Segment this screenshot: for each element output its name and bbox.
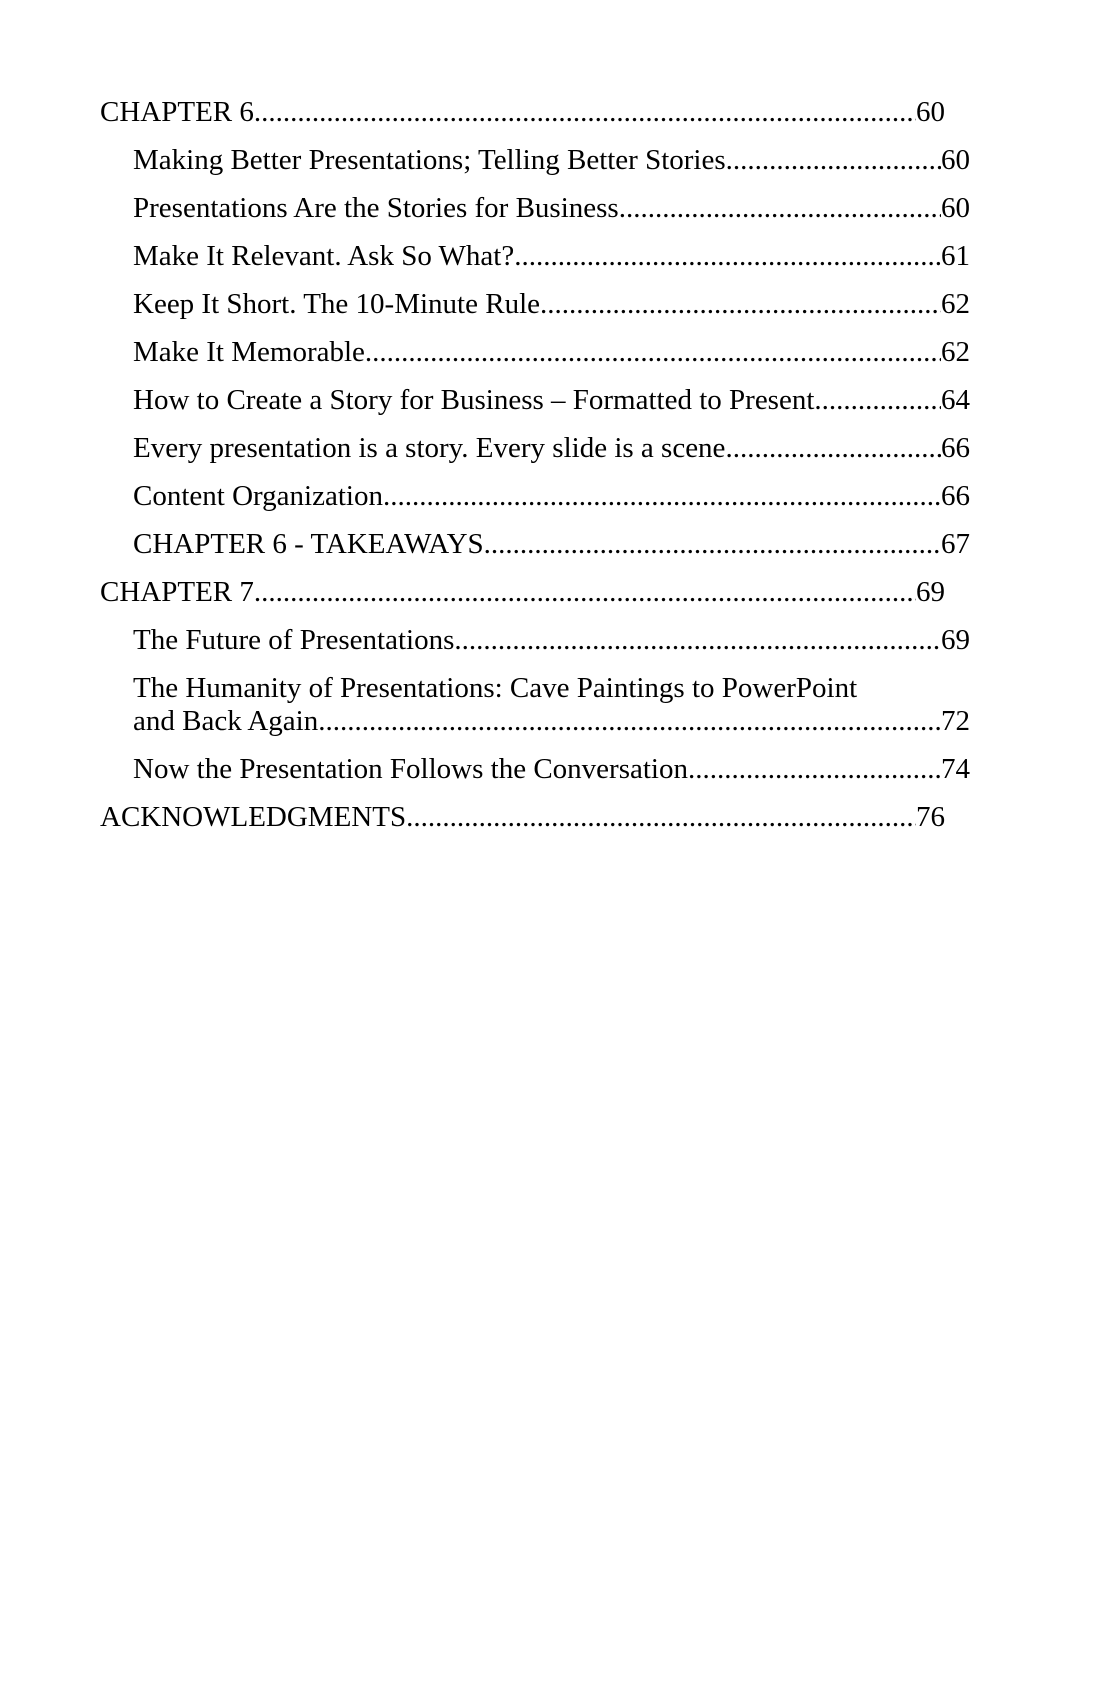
toc-entry-title: The Future of Presentations [133,624,455,656]
toc-entry-every-presentation-is-a-story[interactable] [133,432,970,465]
toc-entry-presentation-follows-conversation[interactable] [133,753,970,786]
toc-entry-page: 76 [916,801,945,833]
dot-leader [365,336,941,369]
toc-entry-title: Keep It Short. The 10-Minute Rule. [133,288,548,320]
dot-leader [383,480,941,513]
toc-entry-create-a-story[interactable] [133,384,970,417]
toc-entry-acknowledgments[interactable] [100,801,945,834]
dot-leader [725,432,941,465]
toc-entry-page: 60 [941,192,970,224]
dot-leader [547,288,941,321]
toc-entry-page: 74 [941,753,970,785]
dot-leader [318,705,941,738]
toc-entry-title: and Back Again [133,705,319,737]
toc-entry-page: 66 [941,480,970,512]
dot-leader [254,96,916,129]
toc-entry-content-organization[interactable] [133,480,970,513]
toc-entry-title: How to Create a Story for Business – Formatted to Present [133,384,815,416]
toc-entry-page: 72 [941,705,970,737]
toc-entry-page: 69 [941,624,970,656]
toc-entry-page: 67 [941,528,970,560]
dot-leader [688,753,941,786]
toc-entry-title: Now the Presentation Follows the Conversation [133,753,688,785]
toc-entry-page: 69 [916,576,945,608]
toc-entry-future-of-presentations[interactable] [133,624,970,657]
dot-leader [814,384,941,417]
toc-entry-title: Make It Relevant. Ask So What? [133,240,515,272]
table-of-contents [0,96,1100,849]
toc-entry-page: 62 [941,336,970,368]
toc-entry-title: CHAPTER 6 [100,96,254,128]
toc-entry-title: CHAPTER 6 - TAKEAWAYS [133,528,484,560]
dot-leader [454,624,941,657]
toc-entry-page: 61 [941,240,970,272]
toc-entry-make-it-relevant[interactable] [133,240,970,273]
dot-leader [406,801,916,834]
toc-entry-page: 64 [941,384,970,416]
toc-entry-chapter-7[interactable] [100,576,945,609]
toc-entry-title: Content Organization [133,480,383,512]
toc-entry-making-better-presentations[interactable] [133,144,970,177]
toc-entry-page: 62 [941,288,970,320]
toc-entry-page: 60 [916,96,945,128]
dot-leader [484,528,941,561]
toc-entry-title: Making Better Presentations; Telling Better Stories [133,144,726,176]
toc-entry-page: 66 [941,432,970,464]
toc-entry-page: 60 [941,144,970,176]
toc-entry-stories-for-business[interactable] [133,192,970,225]
dot-leader [619,192,941,225]
toc-entry-title: Make It Memorable [133,336,365,368]
dot-leader [254,576,916,609]
toc-entry-title: CHAPTER 7 [100,576,254,608]
toc-entry-title-line-1: The Humanity of Presentations: Cave Paintings to PowerPoint [133,672,858,704]
toc-entry-humanity-of-presentations[interactable] [133,672,970,738]
toc-entry-chapter-6-takeaways[interactable] [133,528,970,561]
toc-entry-chapter-6[interactable] [100,96,945,129]
dot-leader [726,144,941,177]
toc-entry-keep-it-short[interactable] [133,288,970,321]
toc-entry-title: Presentations Are the Stories for Business [133,192,619,224]
dot-leader [514,240,941,273]
toc-entry-title: Every presentation is a story. Every slide is a scene [133,432,726,464]
toc-entry-title: ACKNOWLEDGMENTS [100,801,407,833]
toc-entry-make-it-memorable[interactable] [133,336,970,369]
